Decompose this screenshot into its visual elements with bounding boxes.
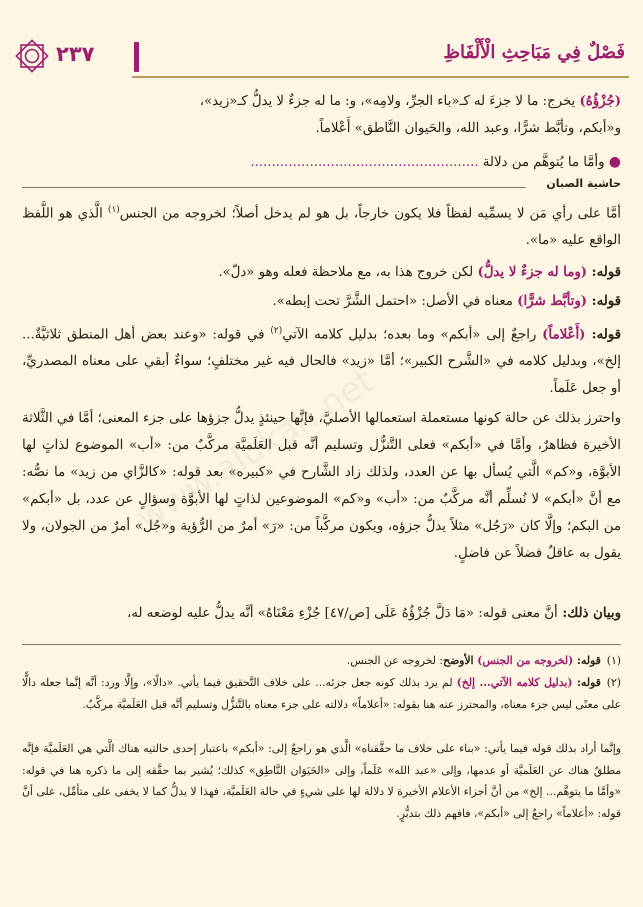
matn-text: وأمَّا ما يُتوهَّم من دلالة bbox=[482, 155, 605, 170]
footnote-2 bbox=[22, 672, 621, 715]
page-header bbox=[14, 36, 629, 76]
body-text: أنَّ معنى قوله: «مَا دَلَّ جُزْؤُهُ عَلَى [ص/٤٧] جُزْءِ مَعْنَاهُ» أنَّه يدلُّ عليه لوضعه له، bbox=[126, 606, 558, 621]
footnote-separator bbox=[22, 644, 621, 645]
emphasis: الأوضح bbox=[442, 654, 478, 667]
footnote-text: لم يرد بذلك كونه جعل جزئه... على خلاف التَّحقيق فيما يأتي. «دالًا»، وإلَّا ورد: أنَّه إنَّما جعله دالًّا على معنًى ليس جزء معناه، والمحترز عنه هنا بقوله: «أعلاماً» دلالته على جزء معناه بالتَّنزُّل وتسليم أنَّه قبل العَلَميَّة مركَّبٌ. bbox=[22, 676, 621, 711]
matn-line-3 bbox=[22, 149, 621, 176]
body-text: لكن خروج هذا به، مع ملاحظة فعله وهو «دلّ». bbox=[218, 265, 478, 280]
qawluhu-label: قوله: bbox=[587, 265, 621, 280]
quoted-term: (أَعْلاماً) bbox=[542, 327, 586, 343]
body-paragraph-5 bbox=[22, 405, 621, 567]
quoted-term: (وما له جزءٌ لا يدلُّ) bbox=[477, 265, 588, 280]
hashia-label: حاشية الصبان bbox=[546, 177, 621, 190]
qawluhu-label: قوله: bbox=[585, 327, 621, 343]
star-emblem-icon bbox=[14, 38, 50, 74]
body-paragraph-6 bbox=[22, 600, 621, 627]
footnote-text: : لخروجه عن الجنس. bbox=[346, 654, 443, 667]
quoted-term: (بدليل كلامه الآتي... إلخ) bbox=[456, 676, 573, 689]
chapter-title: فَصْلٌ فِي مَبَاحِثِ الْأَلْفَاظِ bbox=[443, 42, 625, 63]
quoted-term: (وتأبَّط شرًّا) bbox=[517, 294, 588, 309]
body-text: أمَّا على رأي مَن لا يسمِّيه لفظاً فلا يكون خارجاً، بل هو لم يدخل أصلاً؛ لخروجه من الجنس bbox=[119, 206, 621, 222]
page-number: ٢٣٧ bbox=[56, 42, 95, 66]
qawluhu-label: قوله: bbox=[573, 654, 601, 667]
footnote-number: (٢) bbox=[606, 676, 621, 689]
body-paragraph-2 bbox=[22, 259, 621, 286]
matn-term: (جُزْؤُهُ) bbox=[579, 94, 621, 109]
continuation-dots: ...................................................... bbox=[250, 155, 479, 170]
matn-line-1 bbox=[22, 88, 621, 115]
body-text: راجعٌ إلى «أبكم» وما بعده؛ بدليل كلامه الآتي bbox=[282, 327, 543, 343]
body-text: واحترز بذلك عن حالة كونها مستعملة استعمالها الأصليَّ، فإنَّها حينئذٍ يدلُّ جزؤها على جزء المعنى؛ أمَّا في الثَّلاثة الأخيرة فظاهرٌ، وأمَّا في «أبكم» فعلى التَّنزُّل وتسليم أنَّه قبل العَلَميَّة مركَّبٌ من: «أب» الموضوع لذاتٍ لها الأبوَّة، و«كم» الَّتي يُسأل بها عن العدد، ولذلك زاد الشَّارح في «كبيره» بعد قوله: «كالزَّاي من زيد» ما نصُّه: مع أنَّ «أبكم» لا نُسلِّم أنَّه مركَّبٌ من: «أب» و«كم» الموضوعين لذاتٍ لها الأبوَّة وسؤالٍ عن عدد، بل «أبكم» من البكم؛ وإلَّا كان «رَجُل» مثلاً يدلُّ جزؤه، ويكون مركَّباً من: «رَ» أمرٌ من الرُّؤية و«جُل» أمرٌ من الجولان، ولا يقول به عاقلٌ فضلاً عن فاضلٍ. bbox=[22, 411, 621, 561]
bullet-icon: ● bbox=[608, 154, 621, 170]
footnote-paragraph bbox=[22, 738, 621, 824]
body-text: في قوله: «وعند بعض أهل المنطق ثلاثيَّةٌ... إلخ»، وبدليل كلامه في «الشَّرح الكبير»؛ أمَّا «زيد» فالحال فيه غير مختلفٍ؛ سواءٌ أبقي على معناه المصدريِّ، أو جعل عَلَماً. bbox=[22, 327, 621, 397]
quoted-term: (لخروجه من الجنس) bbox=[477, 654, 574, 667]
body-text: معناه في الأصل: «احتمل الشَّرَّ تحت إبطه». bbox=[272, 294, 518, 309]
footnote-ref[interactable]: (١) bbox=[107, 205, 120, 215]
separator-line bbox=[22, 187, 526, 188]
header-divider bbox=[134, 42, 139, 72]
footnote-text: وإنَّما أراد بذلك قوله فيما يأتي: «بناء على خلاف ما حقَّقناه» الَّذي هو راجعٌ إلى: «أبكم» باعتبار إحدى حالتيه هناك الَّتي هي العَلَميَّة فإنَّه مطلقٌ هناك عن العَلَميَّة أو عدمها، وإلى «عبد الله» عَلَماً، وإلى «الحَيَوَان النَّاطِق» كذلك؛ يُشير بما حقَّقه إلى ما ذكره هنا في قوله: «وأمَّا ما يتوهَّم... إلخ» من أنَّ أجزاء الأعلام الأخيرة لا دلالة لها على شيءٍ في حالة العَلَميَّة، فهذا لا يدلُّ كما لا يخفى على متأمِّل، على أنَّ قوله: «أعلاماً» راجعٌ إلى «أبكم»، فافهم ذلك بتدبُّرٍ. bbox=[22, 742, 621, 820]
qawluhu-label: قوله: bbox=[587, 294, 621, 309]
qawluhu-label: قوله: bbox=[572, 676, 601, 689]
hashia-separator bbox=[22, 177, 621, 195]
body-paragraph-4 bbox=[22, 318, 621, 402]
body-text: الَّذي هو اللَّفظ الواقع عليه «ما». bbox=[22, 206, 621, 249]
footnote-1 bbox=[22, 650, 621, 672]
header-rule bbox=[132, 76, 629, 78]
body-paragraph-3 bbox=[22, 288, 621, 315]
footnote-ref[interactable]: (٢) bbox=[270, 326, 283, 336]
matn-line-2 bbox=[22, 115, 621, 142]
matn-text: يخرج: ما لا جزءَ له كـ«باء الجرِّ، ولامِه»، و: ما له جزءٌ لا يدلُّ كـ«زيد»، bbox=[199, 94, 580, 109]
matn-text: و«أبكم، وتأبَّط شرًّا، وعبد الله، والحَيوان النَّاطق» أَعْلاماً. bbox=[315, 121, 621, 136]
body-paragraph-1 bbox=[22, 197, 621, 254]
bayan-label: وبيان ذلك: bbox=[557, 606, 621, 621]
footnote-number: (١) bbox=[606, 654, 621, 667]
